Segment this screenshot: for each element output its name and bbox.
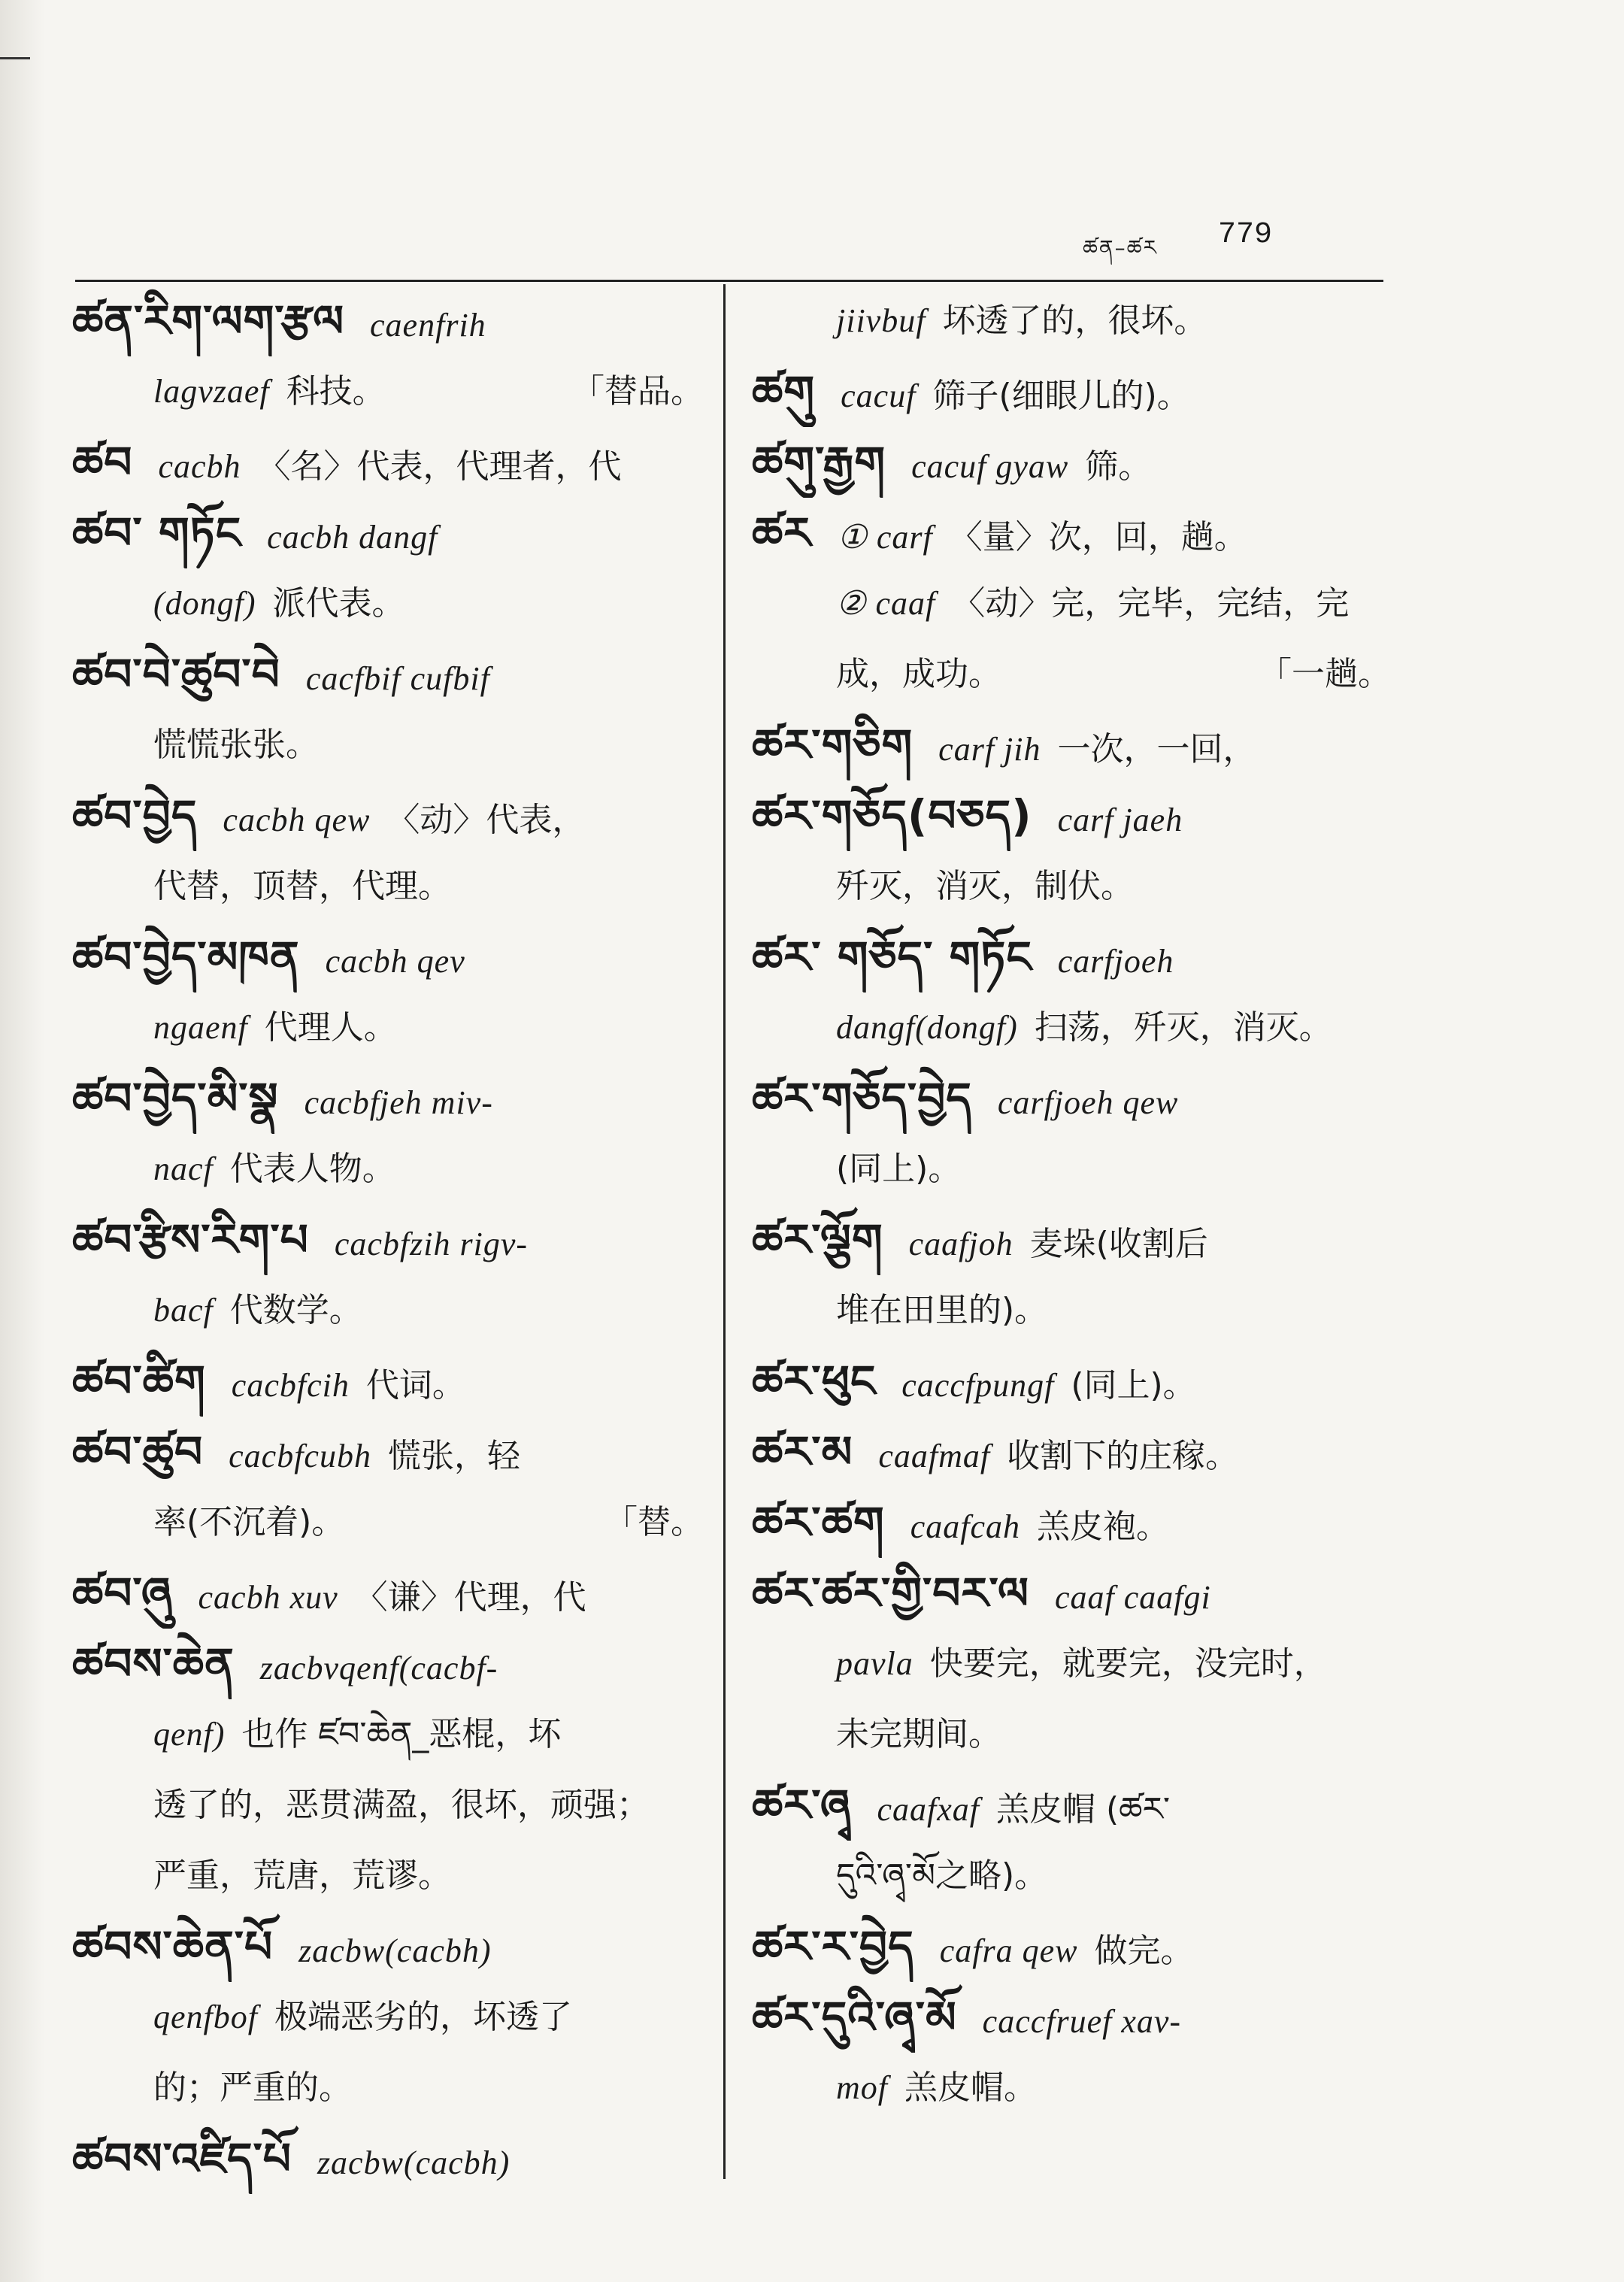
tibetan-headword: ཚབ་ཚིག bbox=[72, 1356, 206, 1407]
entry-head-line bbox=[752, 1487, 1391, 1558]
entry-head-line bbox=[72, 1205, 704, 1275]
dictionary-entry bbox=[752, 1205, 1391, 1346]
transliteration: caafcah bbox=[910, 1508, 1021, 1545]
transliteration: caaf caafgi bbox=[1054, 1579, 1211, 1616]
transliteration: caccfruef xav- bbox=[982, 2003, 1182, 2040]
dictionary-entry bbox=[72, 639, 704, 780]
dictionary-entry bbox=[752, 498, 1391, 710]
dictionary-entry bbox=[752, 922, 1391, 1063]
entry-head-line bbox=[752, 1417, 1391, 1487]
margin-tick-mark bbox=[0, 57, 30, 59]
entry-head-line bbox=[72, 1417, 704, 1487]
entry-continuation-line bbox=[752, 1699, 1391, 1770]
transliteration: caafjoh bbox=[908, 1226, 1013, 1262]
entry-continuation-line bbox=[72, 1982, 704, 2053]
chinese-gloss: 也作 ཛབ་ཆེན_恶棍，坏 bbox=[241, 1715, 562, 1753]
transliteration: pavla bbox=[836, 1645, 914, 1682]
transliteration: dangf(dongf) bbox=[836, 1009, 1018, 1046]
tibetan-headword: ཚར་ཞྭ bbox=[752, 1780, 852, 1831]
chinese-gloss: 筛。 bbox=[1085, 447, 1152, 486]
entry-continuation-line bbox=[752, 1841, 1391, 1911]
transliteration: qenfbof bbox=[153, 1999, 258, 2035]
entry-continuation-line bbox=[72, 1699, 704, 1770]
entry-continuation-line bbox=[752, 1629, 1391, 1699]
tibetan-headword: ཚན་རིག་ལག་རྩལ bbox=[72, 295, 345, 347]
transliteration: carf jaeh bbox=[1057, 802, 1183, 838]
dictionary-entry bbox=[72, 1205, 704, 1346]
chinese-gloss: 一次，一回， bbox=[1057, 730, 1256, 768]
entry-head-line bbox=[72, 1911, 704, 1982]
entry-head-line bbox=[752, 1346, 1391, 1417]
entry-head-line bbox=[72, 1629, 704, 1699]
transliteration: cacbfcih bbox=[231, 1367, 350, 1404]
transliteration: (dongf) bbox=[153, 585, 256, 622]
transliteration: cacbfjeh miv- bbox=[304, 1084, 493, 1121]
dictionary-entry bbox=[752, 1487, 1391, 1558]
chinese-gloss: 极端恶劣的，坏透了 bbox=[274, 1998, 572, 2036]
entry-head-line bbox=[752, 710, 1391, 780]
dictionary-entry bbox=[752, 1982, 1391, 2123]
chinese-gloss: 〈谦〉代理，代 bbox=[354, 1578, 586, 1617]
chinese-gloss: 科技。 bbox=[286, 372, 386, 411]
transliteration: carfjoeh qew bbox=[997, 1084, 1179, 1121]
chinese-gloss: 透了的，恶贯满盈，很坏，顽强； bbox=[153, 1786, 650, 1824]
transliteration: lagvzaef bbox=[153, 373, 270, 410]
dictionary-entry bbox=[72, 2123, 704, 2194]
tibetan-headword: ཚབ་ཞུ bbox=[72, 1568, 173, 1619]
entry-head-line bbox=[752, 1063, 1391, 1134]
chinese-gloss: 代替，顶替，代理。 bbox=[153, 867, 451, 905]
chinese-gloss: 〈动〉完，完毕，完结，完 bbox=[952, 584, 1350, 623]
chinese-gloss: 歼灭，消灭，制伏。 bbox=[836, 867, 1134, 905]
entry-head-line bbox=[72, 498, 704, 568]
page-header bbox=[1083, 218, 1398, 263]
entry-continuation-line bbox=[752, 286, 1391, 356]
chinese-gloss: 代词。 bbox=[365, 1366, 465, 1405]
dictionary-entry bbox=[752, 356, 1391, 427]
dictionary-entry bbox=[752, 780, 1391, 922]
entry-head-line bbox=[72, 427, 704, 498]
entry-head-line bbox=[72, 922, 704, 993]
tibetan-headword: ཚར་གཅོད(བཅད) bbox=[752, 790, 1032, 841]
entry-head-line bbox=[752, 427, 1391, 498]
tibetan-headword: ཚབ་རྩིས་རིག་པ bbox=[72, 1214, 309, 1265]
transliteration: cacbh bbox=[158, 448, 241, 485]
dictionary-entry bbox=[72, 922, 704, 1063]
dictionary-entry bbox=[72, 1911, 704, 2123]
entry-continuation-line bbox=[752, 639, 1391, 710]
chinese-gloss: 收割下的庄稼。 bbox=[1007, 1437, 1239, 1475]
transliteration: ② caaf bbox=[836, 585, 936, 622]
dictionary-entry bbox=[72, 1558, 704, 1629]
tibetan-headword: ཚར་ཚར་གྱི་བར་ལ bbox=[752, 1568, 1029, 1619]
tibetan-headword: ཚར་ལྕོག bbox=[752, 1214, 883, 1265]
dictionary-entry bbox=[752, 1063, 1391, 1205]
chinese-gloss: 〈量〉次，回，趟。 bbox=[949, 518, 1247, 556]
chinese-gloss: 麦垛(收割后 bbox=[1029, 1225, 1208, 1263]
transliteration: caafmaf bbox=[878, 1438, 991, 1474]
transliteration: carfjoeh bbox=[1057, 943, 1174, 980]
tibetan-headword: ཚར་ གཅོད་ གཏོང bbox=[752, 932, 1032, 983]
chinese-gloss: 羔皮袍。 bbox=[1037, 1508, 1170, 1546]
transliteration: zacbw(cacbh) bbox=[317, 2144, 511, 2181]
entry-continuation-line bbox=[72, 993, 704, 1063]
tibetan-headword: ཚགུ bbox=[752, 366, 816, 417]
entry-continuation-line bbox=[72, 1134, 704, 1205]
dictionary-entry bbox=[752, 710, 1391, 780]
header-rule bbox=[75, 280, 1383, 282]
entry-head-line bbox=[72, 780, 704, 851]
entry-continuation-line bbox=[72, 851, 704, 922]
left-column bbox=[72, 286, 704, 2194]
chinese-gloss: དུའི་ཞྭ་མོ之略)。 bbox=[836, 1856, 1048, 1895]
chinese-gloss: 严重，荒唐，荒谬。 bbox=[153, 1856, 451, 1895]
tibetan-headword: ཚབ་ གཏོང bbox=[72, 508, 242, 559]
tibetan-headword: ཚར་ར་བྱེད bbox=[752, 1921, 914, 1972]
transliteration: cacuf gyaw bbox=[911, 448, 1069, 485]
dictionary-entry bbox=[72, 1629, 704, 1911]
chinese-gloss: 代表人物。 bbox=[229, 1150, 395, 1188]
dictionary-entry bbox=[752, 1346, 1391, 1417]
transliteration: cacbfcubh bbox=[229, 1438, 371, 1474]
transliteration: caenfrih bbox=[370, 307, 486, 344]
transliteration: caafxaf bbox=[877, 1791, 980, 1828]
entry-continuation-line bbox=[72, 568, 704, 639]
chinese-gloss: 做完。 bbox=[1094, 1932, 1194, 1970]
entry-head-line bbox=[752, 780, 1391, 851]
entry-continuation-line bbox=[72, 1770, 704, 1841]
dictionary-entry bbox=[72, 427, 704, 498]
transliteration: cacbh qew bbox=[223, 802, 371, 838]
entry-head-line bbox=[72, 1346, 704, 1417]
tibetan-headword: ཚར་དུའི་ཞྭ་མོ bbox=[752, 1992, 957, 2043]
transliteration: ngaenf bbox=[153, 1009, 248, 1046]
dictionary-entry bbox=[752, 1911, 1391, 1982]
chinese-gloss: 代理人。 bbox=[264, 1008, 397, 1047]
chinese-gloss: 〈动〉代表， bbox=[386, 801, 586, 839]
chinese-gloss: 羔皮帽 (ཚར་ bbox=[996, 1790, 1171, 1829]
entry-continuation-line bbox=[72, 1487, 704, 1558]
entry-continuation-line bbox=[752, 993, 1391, 1063]
entry-continuation-line bbox=[752, 1134, 1391, 1205]
dictionary-entry bbox=[72, 1417, 704, 1558]
transliteration: zacbw(cacbh) bbox=[298, 1932, 492, 1969]
tibetan-headword: ཚབ་བེ་ཚུབ་བེ bbox=[72, 649, 280, 700]
entry-continuation-line bbox=[752, 2053, 1391, 2123]
tibetan-headword: ཚབ་བྱེད bbox=[72, 790, 198, 841]
chinese-gloss: 成，成功。 bbox=[836, 655, 1001, 693]
entry-head-line bbox=[752, 1205, 1391, 1275]
page-number: 779 bbox=[1218, 218, 1273, 252]
chinese-gloss: 扫荡，歼灭，消灭。 bbox=[1034, 1008, 1332, 1047]
dictionary-entry bbox=[72, 1063, 704, 1205]
transliteration: cacfbif cufbif bbox=[305, 660, 490, 697]
entry-head-line bbox=[72, 2123, 704, 2194]
chinese-gloss: 派代表。 bbox=[272, 584, 405, 623]
tibetan-headword: ཚབ་བྱེད་མཁན bbox=[72, 932, 300, 983]
tibetan-headword: ཚབ་བྱེད་མི་སྣ bbox=[72, 1073, 279, 1124]
chinese-gloss: 堆在田里的)。 bbox=[836, 1291, 1048, 1329]
transliteration: cafra qew bbox=[939, 1932, 1078, 1969]
dictionary-entry bbox=[752, 1558, 1391, 1770]
tibetan-headword: ཚར་གཅིག bbox=[752, 720, 914, 771]
entry-head-line bbox=[752, 1982, 1391, 2053]
transliteration: carf jih bbox=[938, 731, 1041, 768]
dictionary-entry bbox=[72, 286, 704, 427]
transliteration: cacuf bbox=[841, 377, 917, 414]
tibetan-headword: ཚགུ་རྒྱག bbox=[752, 437, 886, 488]
tibetan-headword: ཚབས་འཛིད་པོ bbox=[72, 2133, 292, 2184]
transliteration: zacbvqenf(cacbf- bbox=[259, 1650, 498, 1686]
tibetan-headword: ཚབས་ཆེན་པོ bbox=[72, 1921, 274, 1972]
transliteration: nacf bbox=[153, 1150, 214, 1187]
transliteration: bacf bbox=[153, 1292, 214, 1329]
margin-note: 「一趟。 bbox=[1259, 655, 1391, 693]
transliteration: cacbfzih rigv- bbox=[334, 1226, 529, 1262]
dictionary-entry bbox=[752, 427, 1391, 498]
margin-note: 「替。 bbox=[604, 1503, 704, 1541]
transliteration: ① carf bbox=[837, 519, 933, 556]
dictionary-entry bbox=[72, 498, 704, 639]
chinese-gloss: (同上)。 bbox=[836, 1150, 962, 1188]
tibetan-headword: ཚར་མ bbox=[752, 1426, 853, 1477]
transliteration: cacbh xuv bbox=[198, 1579, 338, 1616]
transliteration: qenf) bbox=[153, 1716, 226, 1753]
dictionary-entry bbox=[752, 1417, 1391, 1487]
right-column bbox=[752, 286, 1391, 2123]
entry-head-line bbox=[752, 922, 1391, 993]
entry-continuation-line bbox=[72, 2053, 704, 2123]
margin-note: 「替品。 bbox=[571, 372, 704, 411]
entry-continuation-line bbox=[72, 356, 704, 427]
dictionary-entry bbox=[752, 286, 1391, 356]
entry-head-line bbox=[72, 639, 704, 710]
entry-head-line bbox=[752, 1558, 1391, 1629]
chinese-gloss: 代数学。 bbox=[229, 1291, 362, 1329]
entry-head-line bbox=[72, 286, 704, 356]
dictionary-entry bbox=[72, 780, 704, 922]
entry-continuation-line bbox=[72, 710, 704, 780]
tibetan-headword: ཚབ་ཚུབ bbox=[72, 1426, 204, 1477]
chinese-gloss: 未完期间。 bbox=[836, 1715, 1001, 1753]
entry-head-line bbox=[752, 356, 1391, 427]
chinese-gloss: 的；严重的。 bbox=[153, 2068, 352, 2107]
chinese-gloss: 慌慌张张。 bbox=[153, 726, 319, 764]
column-divider bbox=[723, 284, 726, 2179]
entry-head-line bbox=[752, 1911, 1391, 1982]
dictionary-entry bbox=[752, 1770, 1391, 1911]
tibetan-headword: ཚར་གཅོད་བྱེད bbox=[752, 1073, 972, 1124]
running-head: ཚན–ཚར bbox=[1083, 235, 1158, 260]
tibetan-headword: ཚར་ཚག bbox=[752, 1497, 885, 1548]
chinese-gloss: (同上)。 bbox=[1071, 1366, 1196, 1405]
transliteration: cacbh dangf bbox=[267, 519, 438, 556]
entry-head-line bbox=[752, 1770, 1391, 1841]
chinese-gloss: 〈名〉代表，代理者，代 bbox=[257, 447, 622, 486]
entry-head-line bbox=[72, 1063, 704, 1134]
chinese-gloss: 坏透了的，很坏。 bbox=[942, 302, 1207, 340]
dictionary-entry bbox=[72, 1346, 704, 1417]
transliteration: cacbh qev bbox=[325, 943, 465, 980]
tibetan-headword: ཚབས་ཆེན bbox=[72, 1638, 235, 1690]
tibetan-headword: ཚར་ཕུང bbox=[752, 1356, 877, 1407]
entry-continuation-line bbox=[752, 1275, 1391, 1346]
chinese-gloss: 率(不沉着)。 bbox=[153, 1503, 345, 1541]
chinese-gloss: 筛子(细眼儿的)。 bbox=[932, 377, 1190, 415]
tibetan-headword: ཚར bbox=[752, 508, 812, 559]
page-edge-shadow bbox=[0, 0, 45, 2282]
entry-head-line bbox=[752, 498, 1391, 568]
chinese-gloss: 羔皮帽。 bbox=[904, 2068, 1037, 2107]
transliteration: mof bbox=[836, 2069, 888, 2106]
chinese-gloss: 慌张，轻 bbox=[387, 1437, 520, 1475]
entry-head-line bbox=[72, 1558, 704, 1629]
entry-continuation-line bbox=[752, 851, 1391, 922]
chinese-gloss: 快要完，就要完，没完时， bbox=[929, 1644, 1327, 1683]
entry-continuation-line bbox=[72, 1275, 704, 1346]
transliteration: jiivbuf bbox=[836, 302, 926, 339]
entry-continuation-line bbox=[72, 1841, 704, 1911]
transliteration: caccfpungf bbox=[901, 1367, 1055, 1404]
tibetan-headword: ཚབ bbox=[72, 437, 133, 488]
entry-continuation-line bbox=[752, 568, 1391, 639]
